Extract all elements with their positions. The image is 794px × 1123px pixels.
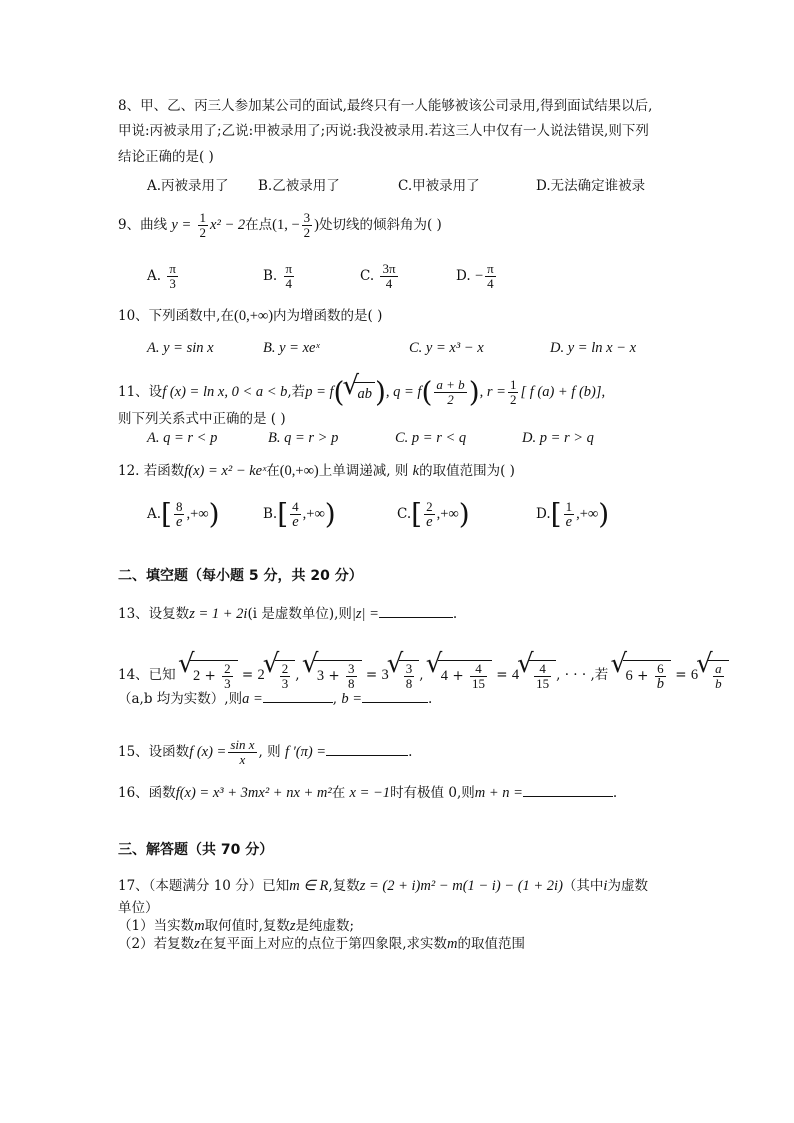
q12-option-d: D.[ $\frac{1}{e}$ ,+∞) <box>536 497 610 531</box>
q9-option-c: C. $\frac{3\pi}{4}$ <box>360 261 396 291</box>
q14-answer-a-blank[interactable] <box>263 690 333 703</box>
q8-line1: 8、甲、乙、丙三人参加某公司的面试,最终只有一人能够被该公司录用,得到面试结果以后, <box>118 98 653 114</box>
q12-fx: f(x) = x² − keˣ <box>184 463 267 479</box>
q15-answer-blank[interactable] <box>326 743 408 756</box>
q9-stem <box>118 211 442 240</box>
q9-point-close: ) <box>314 217 319 233</box>
q10-option-a: A. y = sin x <box>147 340 214 356</box>
q11-fx: f (x) = ln x <box>162 384 225 400</box>
q9-half-fraction: $\frac{1}{2}$ <box>199 210 207 240</box>
q9-eq-y: y = <box>171 217 192 233</box>
q8-option-a: A.丙被录用了 <box>147 178 229 194</box>
q8-option-b: B.乙被录用了 <box>258 178 340 194</box>
q9-point-fraction: $\frac{3}{2}$ <box>303 210 311 240</box>
q10-option-b: B. y = xeˣ <box>263 340 320 356</box>
q13-answer-blank[interactable] <box>379 605 453 618</box>
q11-stem: 11、设f (x) = ln x, 0 < a < b,若p = f(√ ab ), q = f( $\frac{a + b}{2}$ ), r = $\frac{1}{2}$ [ f (a) + f (b)], <box>118 378 605 407</box>
q8-line3: 结论正确的是( ) <box>118 149 214 165</box>
q9-point-open: (1, − <box>272 217 300 233</box>
q17-stem: 17、（本题满分 10 分）已知m ∈ R,复数z = (2 + i)m² − m(1 − i) − (1 + 2i)（其中i为虚数 <box>118 878 648 894</box>
q10-option-d: D. y = ln x − x <box>550 340 637 356</box>
section-2-heading: 二、填空题（每小题 5 分，共 20 分） <box>118 568 363 584</box>
q9-option-d: D. − $\frac{\pi}{4}$ <box>456 261 494 291</box>
q10-stem: 10、下列函数中,在(0,+∞)内为增函数的是( ) <box>118 308 383 324</box>
q12-option-c: C.[ $\frac{2}{e}$ ,+∞) <box>397 497 470 531</box>
q17-sub2: （2）若复数z在复平面上对应的点位于第四象限,求实数m的取值范围 <box>118 936 526 952</box>
q12-stem: 12. 若函数f(x) = x² − keˣ在(0,+∞)上单调递减, 则 k的取值范围为( ) <box>118 463 515 479</box>
q11-option-c: C. p = r < q <box>395 430 467 446</box>
q14-stem: 14、已知 √ 2 + $\frac{2}{3}$ = 2 √ $\frac{2}{3}$ , √ 3 + $\frac{3}{8}$ = 3 √ $\frac{3}{8}$ , √ 4 + $\frac{4}{15}$ = 4 √ $\frac{4}{15}$ , · · · ,若 √ 6 + $\frac{6}{b}$ = 6 √ $\frac{a}{b}$ <box>118 660 729 691</box>
q11-line2: 则下列关系式中正确的是 ( ) <box>118 411 286 427</box>
q8-line2: 甲说:丙被录用了;乙说:甲被录用了;丙说:我没被录用.若这三人中仅有一人说法错误,则下列 <box>118 123 649 139</box>
q9-in-point: 在点 <box>245 217 273 233</box>
q9-rest: x² − 2 <box>210 217 246 233</box>
q14-line2: （a,b 均为实数）,则a = , b = . <box>118 691 433 707</box>
q9-prefix: 9、曲线 <box>118 217 168 233</box>
section-3-heading: 三、解答题（共 70 分） <box>118 842 274 858</box>
q9-suffix: 处切线的倾斜角为( ) <box>318 217 442 233</box>
q11-option-b: B. q = r > p <box>268 430 339 446</box>
q17-sub1: （1）当实数m取何值时,复数z是纯虚数; <box>118 918 355 934</box>
q14-answer-b-blank[interactable] <box>362 690 428 703</box>
q12-option-b: B.[ $\frac{4}{e}$ ,+∞) <box>263 497 336 531</box>
q10-interval: (0,+∞) <box>233 308 274 324</box>
q9-option-a: A. $\frac{\pi}{3}$ <box>147 261 176 291</box>
q11-option-a: A. q = r < p <box>147 430 218 446</box>
q16-answer-blank[interactable] <box>523 784 613 797</box>
q9-option-b: B. $\frac{\pi}{4}$ <box>263 261 293 291</box>
q13-stem: 13、设复数z = 1 + 2i(i 是虚数单位),则|z| = . <box>118 606 458 622</box>
q8-option-c: C.甲被录用了 <box>398 178 480 194</box>
q11-option-d: D. p = r > q <box>522 430 594 446</box>
q8-option-d: D.无法确定谁被录 <box>536 178 646 194</box>
q15-stem: 15、设函数f (x) = $\frac{\text{sin x}}{x}$ , 则 f ′(π) = . <box>118 737 413 767</box>
q16-stem: 16、函数f(x) = x³ + 3mx² + nx + m²在 x = −1时有极值 0,则m + n = . <box>118 785 618 801</box>
q10-option-c: C. y = x³ − x <box>409 340 484 356</box>
q12-option-a: A.[ $\frac{8}{e}$ ,+∞) <box>147 497 220 531</box>
q17-line2: 单位） <box>118 900 159 916</box>
